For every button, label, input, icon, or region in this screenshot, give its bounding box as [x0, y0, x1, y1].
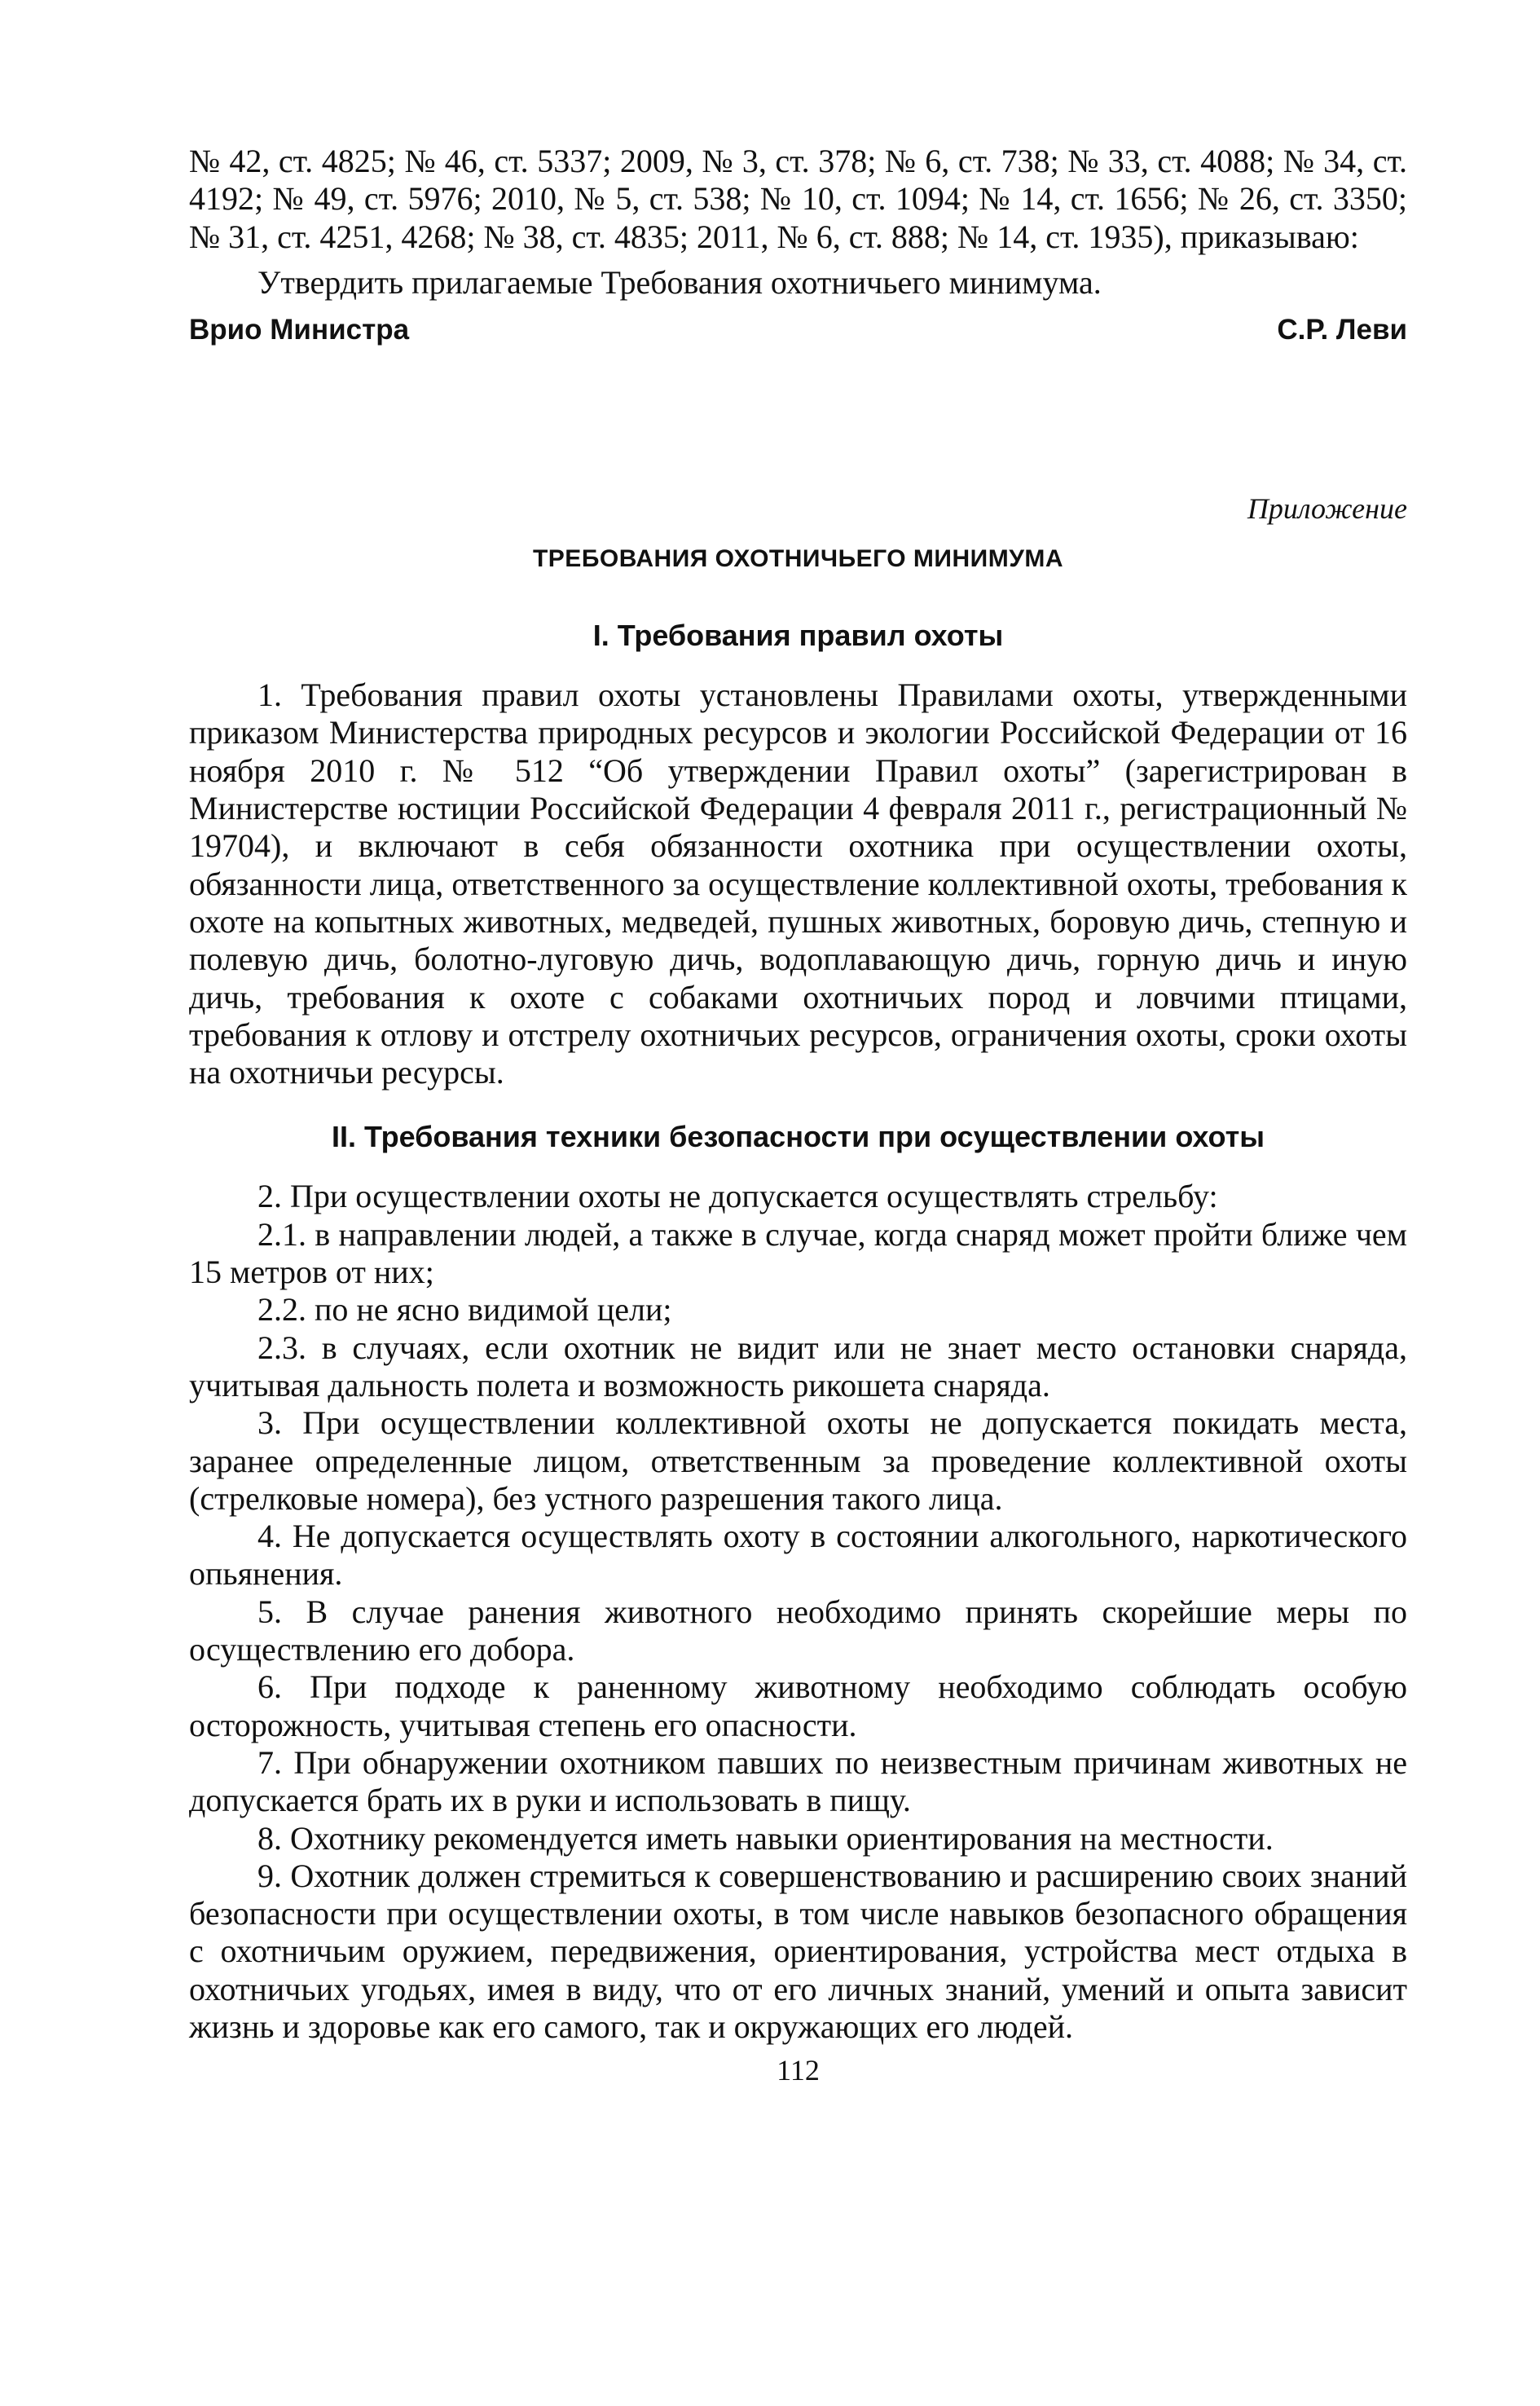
paragraph: 7. При обнаружении охотником павших по неизвестным причинам животных не допускается брать их в руки и использовать в пищу.: [189, 1743, 1407, 1819]
paragraph: 2.2. по не ясно видимой цели;: [257, 1291, 672, 1329]
legal-citation: № 42, ст. 4825; № 46, ст. 5337; 2009, № 3, ст. 378; № 6, ст. 738; № 33, ст. 4088; № 34, ст. 4192; № 49, ст. 5976; 2010, № 5, ст. 538; № 10, ст. 1094; № 14, ст. 1656; № 26, ст. 3350; № 31, ст. 4251, 4268; № 38, ст. 4835; 2011, № 6, ст. 888; № 14, ст. 1935), приказываю:: [189, 143, 1407, 255]
paragraph: 2.3. в случаях, если охотник не видит или не знает место остановки снаряда, учитывая дальность полета и возможность рикошета снаряда.: [189, 1329, 1407, 1404]
paragraph: 2. При осуществлении охоты не допускается осуществлять стрельбу:: [257, 1178, 1218, 1215]
signatory-position: Врио Министра: [189, 314, 410, 346]
paragraph: 8. Охотнику рекомендуется иметь навыки ориентирования на местности.: [257, 1819, 1274, 1857]
paragraph: 3. При осуществлении коллективной охоты не допускается покидать места, заранее определенные лицом, ответственным за проведение коллективной охоты (стрелковые номера), без устного разрешения такого лица.: [189, 1404, 1407, 1517]
approval-statement: Утвердить прилагаемые Требования охотничьего минимума.: [257, 263, 1102, 301]
paragraph: 6. При подходе к раненному животному необходимо соблюдать особую осторожность, учитывая степень его опасности.: [189, 1668, 1407, 1743]
section-1-body: [189, 676, 1407, 1091]
paragraph: 4. Не допускается осуществлять охоту в состоянии алкогольного, наркотического опьянения.: [189, 1518, 1407, 1593]
section-1-title: I. Требования правил охоты: [592, 619, 1004, 653]
appendix-label: Приложение: [1247, 492, 1407, 526]
signatory-name: С.Р. Леви: [1277, 314, 1407, 346]
document-title: ТРЕБОВАНИЯ ОХОТНИЧЬЕГО МИНИМУМА: [532, 545, 1064, 573]
signature-block: [189, 311, 1407, 349]
paragraph: 9. Охотник должен стремиться к совершенствованию и расширению своих знаний безопасности при осуществлении охоты, в том числе навыков безопасного обращения с охотничьим оружием, передвижения, ориентирования, устройства мест отдыха в охотничьих угодьях, имея в виду, что от его личных знаний, умений и опыта зависит жизнь и здоровье как его самого, так и окружающих его людей.: [189, 1857, 1407, 2045]
section-2-body: [189, 1178, 1407, 2046]
paragraph: 1. Требования правил охоты установлены Правилами охоты, утвержденными приказом Министерства природных ресурсов и экологии Российской Федерации от 16 ноября 2010 г. № 512 “Об утверждении Правил охоты” (зарегистрирован в Министерстве юстиции Российской Федерации 4 февраля 2011 г., регистрационный № 19704), и включают в себя обязанности охотника при осуществлении охоты, обязанности лица, ответственного за осуществление коллективной охоты, требования к охоте на копытных животных, медведей, пушных животных, боровую дичь, степную и полевую дичь, болотно-луговую дичь, водоплавающую дичь, горную дичь и иную дичь, требования к охоте с собаками охотничьих пород и ловчими птицами, требования к отлову и отстрелу охотничьих ресурсов, ограничения охоты, сроки охоты на охотничьи ресурсы.: [189, 676, 1407, 1091]
paragraph: 5. В случае ранения животного необходимо принять скорейшие меры по осуществлению его добора.: [189, 1593, 1407, 1668]
page-number: 112: [777, 2054, 820, 2087]
paragraph: 2.1. в направлении людей, а также в случае, когда снаряд может пройти ближе чем 15 метров от них;: [189, 1215, 1407, 1291]
section-2-title: II. Требования техники безопасности при осуществлении охоты: [331, 1120, 1265, 1154]
document-page: [189, 143, 1407, 2088]
